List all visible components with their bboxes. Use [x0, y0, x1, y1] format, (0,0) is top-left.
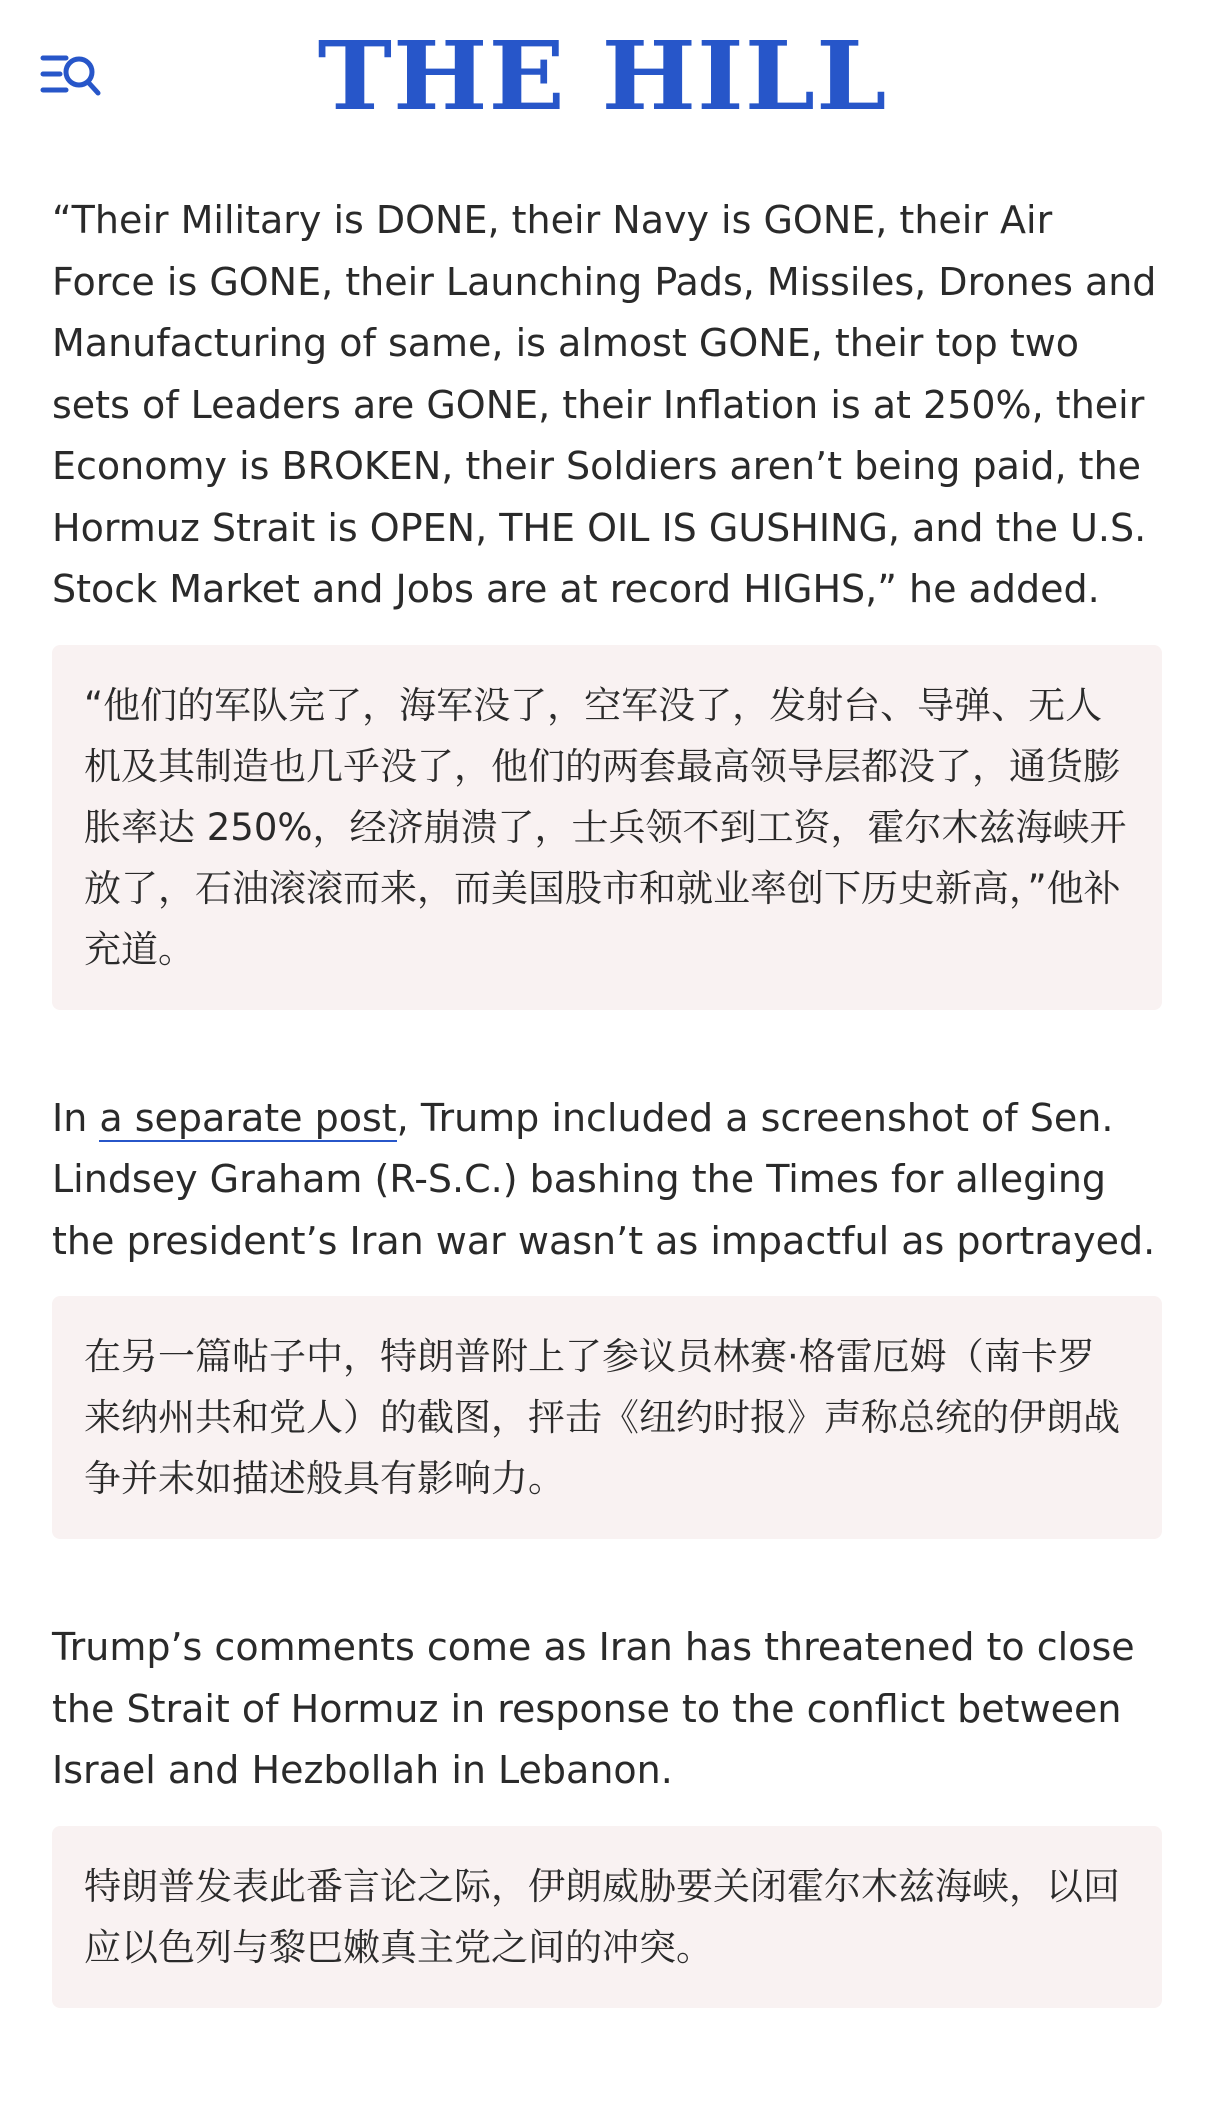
separate-post-link[interactable]: a separate post: [99, 1095, 397, 1140]
translation-box-hormuz: 特朗普发表此番言论之际，伊朗威胁要关闭霍尔木兹海峡，以回应以色列与黎巴嫩真主党之间的冲突。: [52, 1826, 1162, 2008]
site-logo[interactable]: THE HILL: [317, 19, 888, 132]
menu-search-icon[interactable]: [40, 52, 102, 98]
site-header: [0, 0, 1206, 150]
article-paragraph-separate-post: [52, 1088, 1162, 1273]
article-paragraph-quote: “Their Military is DONE, their Navy is GONE, their Air Force is GONE, their Launching Pads, Missiles, Drones and Manufacturing of same, is almost GONE, their top two sets of Leaders are GONE, their Inflation is at 250%, their Economy is BROKEN, their Soldiers aren’t being paid, the Hormuz Strait is OPEN, THE OIL IS GUSHING, and the U.S. Stock Market and Jobs are at record HIGHS,” he added.: [52, 198, 1157, 611]
article-paragraph-hormuz: Trump’s comments come as Iran has threatened to close the Strait of Hormuz in response to the conflict between Israel and Hezbollah in Lebanon.: [52, 1625, 1135, 1792]
article-body: [52, 190, 1162, 2008]
paragraph-suffix: , Trump included a screenshot of Sen. Lindsey Graham (R-S.C.) bashing the Times for alleging the president’s Iran war wasn’t as impactful as portrayed.: [52, 1095, 1156, 1263]
paragraph-prefix: In: [52, 1095, 100, 1140]
translation-box-separate-post: 在另一篇帖子中，特朗普附上了参议员林赛·格雷厄姆（南卡罗来纳州共和党人）的截图，抨击《纽约时报》声称总统的伊朗战争并未如描述般具有影响力。: [52, 1296, 1162, 1539]
translation-box-quote: “他们的军队完了，海军没了，空军没了，发射台、导弹、无人机及其制造也几乎没了，他们的两套最高领导层都没了，通货膨胀率达 250%，经济崩溃了，士兵领不到工资，霍尔木兹海峡开放了，石油滚滚而来，而美国股市和就业率创下历史新高，”他补充道。: [52, 645, 1162, 1010]
